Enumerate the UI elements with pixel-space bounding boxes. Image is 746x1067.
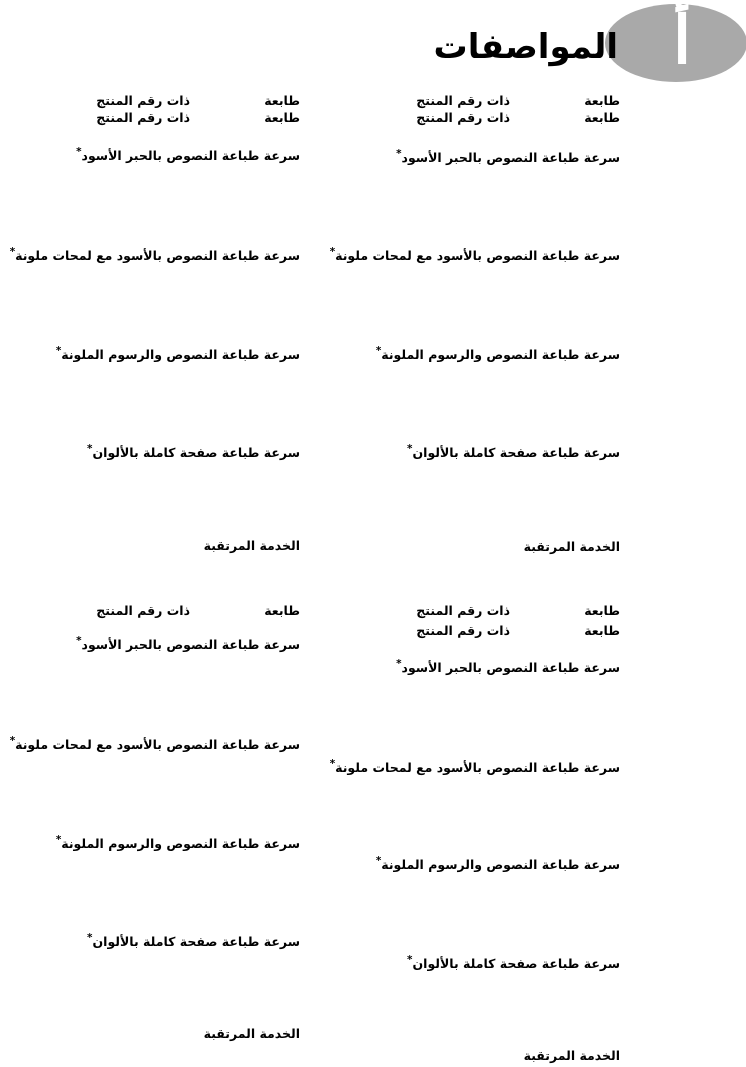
spec-item: سرعة طباعة النصوص والرسوم الملونة* bbox=[55, 834, 300, 852]
spec-row bbox=[96, 110, 300, 125]
spec-item: سرعة طباعة النصوص بالحبر الأسود* bbox=[76, 146, 300, 164]
spec-row-value: ذات رقم المنتج bbox=[416, 623, 510, 638]
spec-row bbox=[96, 603, 300, 618]
spec-item: سرعة طباعة النصوص بالأسود مع لمحات ملونة* bbox=[329, 758, 620, 776]
spec-row bbox=[416, 93, 620, 108]
spec-row-value: ذات رقم المنتج bbox=[96, 93, 190, 108]
spec-row-key: طابعة bbox=[584, 603, 620, 618]
spec-row-key: طابعة bbox=[584, 110, 620, 125]
spec-item: سرعة طباعة النصوص بالأسود مع لمحات ملونة* bbox=[9, 246, 300, 264]
spec-row-value: ذات رقم المنتج bbox=[416, 93, 510, 108]
spec-row-value: ذات رقم المنتج bbox=[416, 110, 510, 125]
spec-item: سرعة طباعة النصوص والرسوم الملونة* bbox=[375, 855, 620, 873]
section-badge-letter: أ bbox=[672, 1, 692, 79]
page-title: المواصفات bbox=[433, 27, 618, 67]
spec-item: سرعة طباعة صفحة كاملة بالألوان* bbox=[407, 954, 620, 972]
spec-row-value: ذات رقم المنتج bbox=[96, 110, 190, 125]
spec-item: الخدمة المرتقبة bbox=[203, 538, 300, 553]
spec-item: سرعة طباعة النصوص بالأسود مع لمحات ملونة* bbox=[9, 735, 300, 753]
spec-row-key: طابعة bbox=[264, 603, 300, 618]
spec-item: سرعة طباعة النصوص بالأسود مع لمحات ملونة* bbox=[329, 246, 620, 264]
spec-row-value: ذات رقم المنتج bbox=[96, 603, 190, 618]
spec-row bbox=[416, 603, 620, 618]
spec-row-key: طابعة bbox=[584, 623, 620, 638]
spec-item: سرعة طباعة صفحة كاملة بالألوان* bbox=[87, 932, 300, 950]
spec-item: سرعة طباعة النصوص والرسوم الملونة* bbox=[55, 345, 300, 363]
spec-row-key: طابعة bbox=[264, 110, 300, 125]
spec-item: سرعة طباعة النصوص بالحبر الأسود* bbox=[76, 635, 300, 653]
spec-row bbox=[416, 623, 620, 638]
spec-row-key: طابعة bbox=[264, 93, 300, 108]
spec-row-value: ذات رقم المنتج bbox=[416, 603, 510, 618]
spec-row bbox=[416, 110, 620, 125]
spec-item: الخدمة المرتقبة bbox=[203, 1026, 300, 1041]
spec-row bbox=[96, 93, 300, 108]
spec-item: سرعة طباعة النصوص بالحبر الأسود* bbox=[396, 658, 620, 676]
spec-item: الخدمة المرتقبة bbox=[523, 539, 620, 554]
spec-item: سرعة طباعة صفحة كاملة بالألوان* bbox=[407, 443, 620, 461]
spec-item: سرعة طباعة النصوص والرسوم الملونة* bbox=[375, 345, 620, 363]
spec-item: سرعة طباعة النصوص بالحبر الأسود* bbox=[396, 148, 620, 166]
spec-row-key: طابعة bbox=[584, 93, 620, 108]
spec-item: الخدمة المرتقبة bbox=[523, 1048, 620, 1063]
spec-item: سرعة طباعة صفحة كاملة بالألوان* bbox=[87, 443, 300, 461]
